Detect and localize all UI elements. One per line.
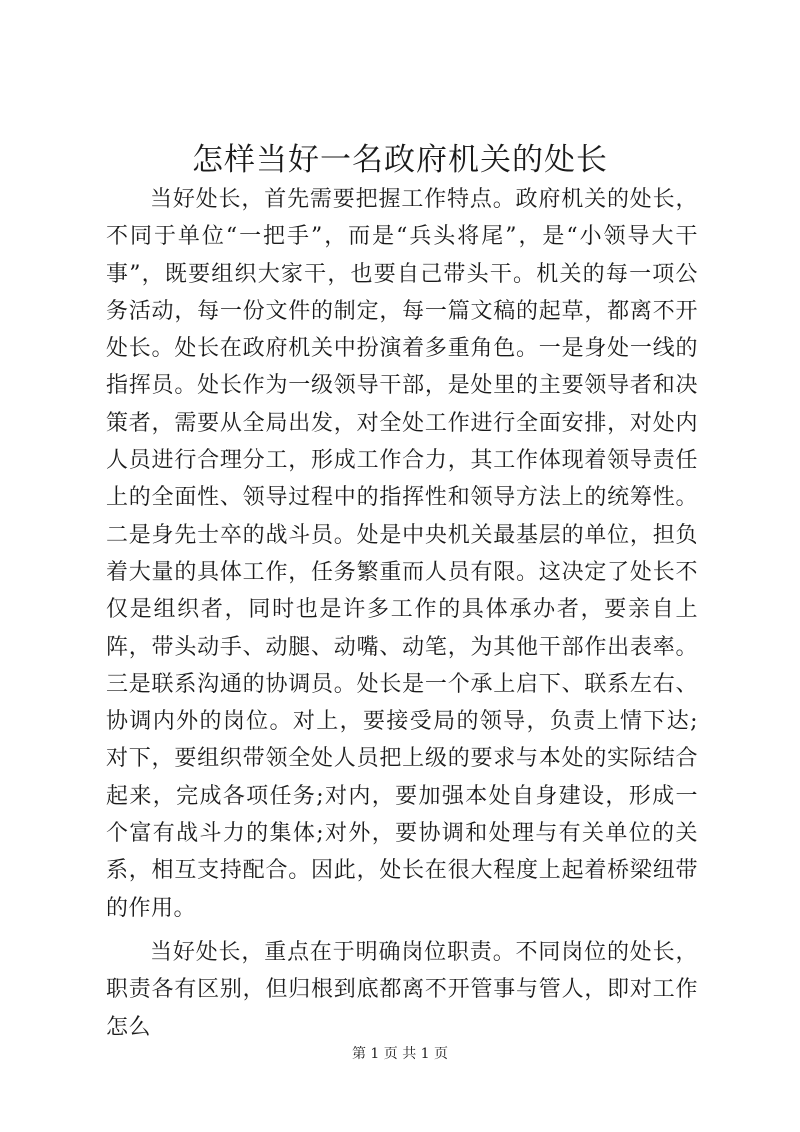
paragraph-1: 当好处长，首先需要把握工作特点。政府机关的处长，不同于单位“一把手”，而是“兵头将尾”，是“小领导大干事”，既要组织大家干，也要自己带头干。机关的每一项公务活动，每一份文件的制定，每一篇文稿的起草，都离不开处长。处长在政府机关中扮演着多重角色。一是身处一线的指挥员。处长作为一级领导干部，是处里的主要领导者和决策者，需要从全局出发，对全处工作进行全面安排，对处内人员进行合理分工，形成工作合力，其工作体现着领导责任上的全面性、领导过程中的指挥性和领导方法上的统筹性。二是身先士卒的战斗员。处是中央机关最基层的单位，担负着大量的具体工作，任务繁重而人员有限。这决定了处长不仅是组织者，同时也是许多工作的具体承办者，要亲自上阵，带头动手、动腿、动嘴、动笔，为其他干部作出表率。三是联系沟通的协调员。处长是一个承上启下、联系左右、协调内外的岗位。对上，要接受局的领导，负责上情下达;对下，要组织带领全处人员把上级的要求与本处的实际结合起来，完成各项任务;对内，要加强本处自身建设，形成一个富有战斗力的集体;对外，要协调和处理与有关单位的关系，相互支持配合。因此，处长在很大程度上起着桥梁纽带的作用。 [106, 187, 698, 921]
document-title: 怎样当好一名政府机关的处长 [192, 142, 608, 178]
paragraph-2: 当好处长，重点在于明确岗位职责。不同岗位的处长，职责各有区别，但归根到底都离不开管事与管人，即对工作怎么 [106, 939, 698, 1040]
document-body [106, 181, 698, 1046]
page-footer: 第 1 页 共 1 页 [351, 1046, 449, 1062]
